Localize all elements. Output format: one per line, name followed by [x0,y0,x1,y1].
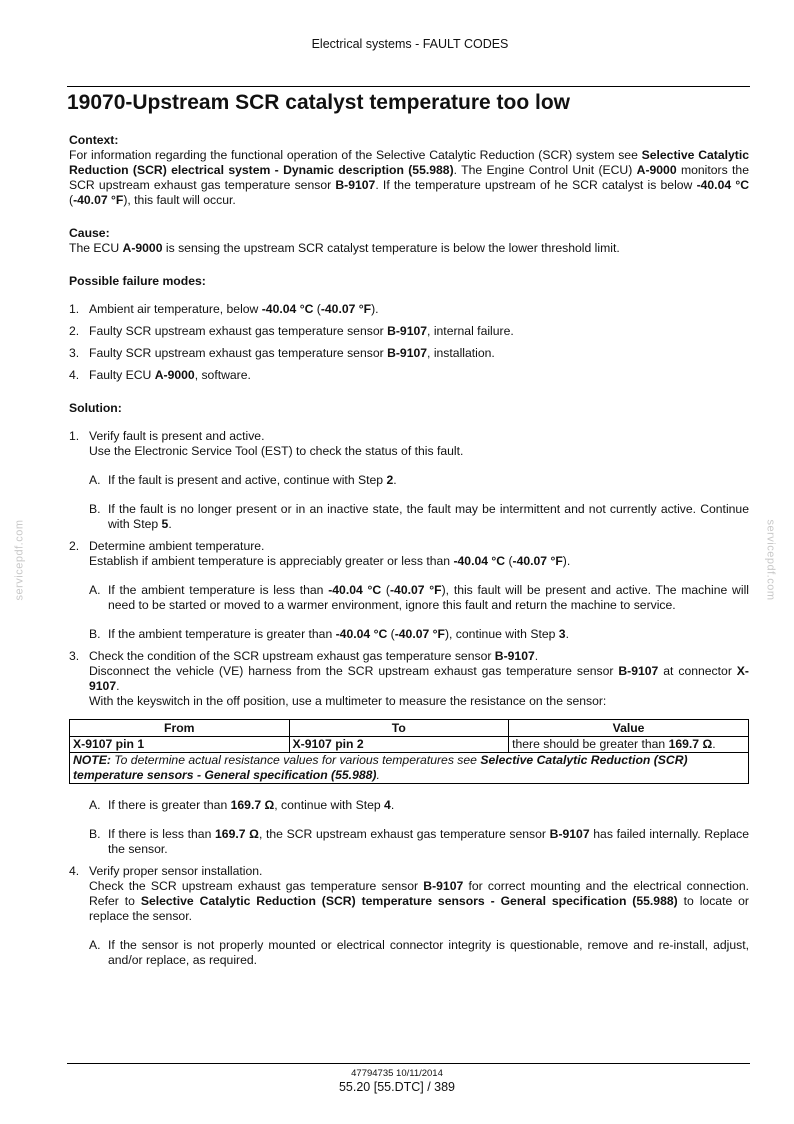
list-item: 1. Ambient air temperature, below -40.04 °C (-40.07 °F). [69,302,379,316]
table-note: NOTE: To determine actual resistance values for various temperatures see Selective Catalytic Reduction (SCR) temperature sensors - General specification (55.988). [70,753,749,784]
list-item: 3. Faulty SCR upstream exhaust gas temperature sensor B-9107, installation. [69,346,495,360]
sub-step: A. If the sensor is not properly mounted or electrical connector integrity is questionable, remove and re-install, adjust, and/or replace, as required. [89,938,749,967]
table-header-to: To [289,720,509,737]
sub-step: A. If there is greater than 169.7 Ω, continue with Step 4. [89,798,395,812]
table-header-value: Value [509,720,749,737]
cause-heading: Cause: [69,226,110,240]
solution-step-4: 4. Verify proper sensor installation. Check the SCR upstream exhaust gas temperature sensor B-9107 for correct mounting and the electrical connection. Refer to Selective Catalytic Reduction (SCR) temperature sensors - General specification (55.988) to locate or replace the sensor. A. If the sensor is not properly mounted or electrical connector integrity is questionable, remove and re-install, adjust, and/or replace, as required. [69,864,749,967]
page-title: 19070-Upstream SCR catalyst temperature too low [67,91,571,114]
solution-step-2: 2. Determine ambient temperature. Establish if ambient temperature is appreciably greater or less than -40.04 °C (-40.07 °F). A. If the ambient temperature is less than -40.04 °C (-40.07 °F), this fault will be present and active. The machine will need to be started or moved to a warmer environment, ignore this fault and return the machine to service. B. If the ambient temperature is greater than -40.04 °C (-40.07 °F), continue with Step 3. [69,539,749,641]
solution-step-1: 1. Verify fault is present and active. Use the Electronic Service Tool (EST) to check the status of this fault. A. If the fault is present and active, continue with Step 2. B. If the fault is no longer present or in an inactive state, the fault may be intermittent and not currently active. Continue with Step 5. [69,429,749,531]
sub-step: A. If the ambient temperature is less than -40.04 °C (-40.07 °F), this fault will be present and active. The machine will need to be started or moved to a warmer environment, ignore this fault and return the machine to service. [89,583,749,612]
table-header-from: From [70,720,290,737]
context-paragraph: For information regarding the functional operation of the Selective Catalytic Reduction (SCR) system see Selective Catalytic Reduction (SCR) electrical system - Dynamic description (55.988). The Engine Control Unit (ECU) A-9000 monitors the SCR upstream exhaust gas temperature sensor B-9107. If the temperature upstream of he SCR catalyst is below -40.04 °C (-40.07 °F), this fault will occur. [69,148,750,207]
table-cell-value: there should be greater than 169.7 Ω. [509,737,749,753]
failure-modes-list [69,302,749,383]
list-item: 2. Faulty SCR upstream exhaust gas temperature sensor B-9107, internal failure. [69,324,514,338]
cause-paragraph: The ECU A-9000 is sensing the upstream SCR catalyst temperature is below the lower threshold limit. [69,241,620,255]
solution-step-3: 3. Check the condition of the SCR upstream exhaust gas temperature sensor B-9107. Disconnect the vehicle (VE) harness from the SCR upstream exhaust gas temperature sensor B-9107 at connector X-9107. With the keyswitch in the off position, use a multimeter to measure the resistance on the sensor: [69,649,749,708]
watermark-left: servicepdf.com [13,519,26,601]
table-note-row [70,753,749,784]
sub-step: B. If there is less than 169.7 Ω, the SCR upstream exhaust gas temperature sensor B-9107 has failed internally. Replace the sensor. [89,827,749,856]
failure-modes-heading: Possible failure modes: [69,274,206,288]
sub-step: B. If the ambient temperature is greater than -40.04 °C (-40.07 °F), continue with Step 3. [89,627,569,641]
document-body [69,133,749,968]
footer-doc-number: 47794735 10/11/2014 [351,1068,443,1079]
resistance-table [69,719,749,784]
table-cell-to: X-9107 pin 2 [289,737,509,753]
sub-step: B. If the fault is no longer present or in an inactive state, the fault may be intermittent and not currently active. Continue with Step 5. [89,502,749,531]
solution-steps-cont [69,864,749,968]
footer-rule [67,1063,750,1064]
list-item: 4. Faulty ECU A-9000, software. [69,368,251,382]
link-dynamic-description: Selective Catalytic Reduction (SCR) electrical system - Dynamic description (55.988) [69,148,750,177]
context-heading: Context: [69,133,119,147]
table-row [70,737,749,753]
sub-step: A. If the fault is present and active, continue with Step 2. [89,473,397,487]
running-header: Electrical systems - FAULT CODES [311,37,509,51]
footer-page-number: 55.20 [55.DTC] / 389 [338,1080,456,1094]
solution-heading: Solution: [69,401,122,415]
table-cell-from: X-9107 pin 1 [70,737,290,753]
step-3-results [69,798,749,857]
watermark-right: servicepdf.com [764,519,777,601]
header-rule [67,86,750,87]
solution-steps [69,429,749,709]
